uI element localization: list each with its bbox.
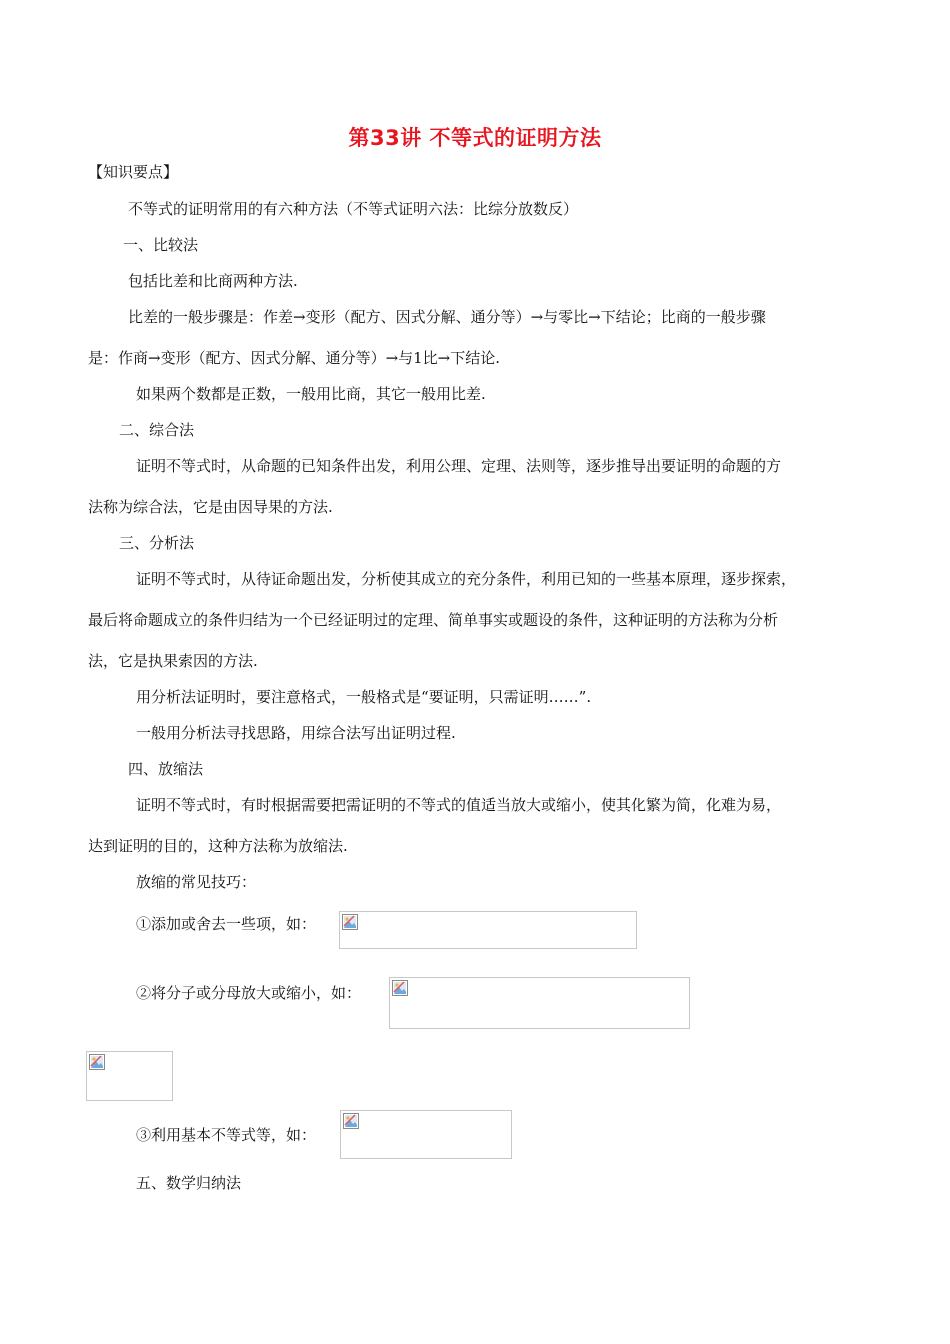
heading-induction-method: 五、数学归纳法 bbox=[136, 1174, 242, 1192]
paragraph: 最后将命题成立的条件归结为一个已经证明过的定理、简单事实或题设的条件，这种证明的方法称为分析 bbox=[88, 611, 779, 629]
paragraph: 法，它是执果索因的方法. bbox=[88, 652, 258, 670]
broken-image-icon bbox=[342, 914, 358, 930]
paragraph: 是：作商→变形（配方、因式分解、通分等）→与1比→下结论. bbox=[88, 349, 501, 367]
heading-analysis-method: 三、分析法 bbox=[119, 534, 195, 552]
technique-item-1: ①添加或舍去一些项，如： bbox=[136, 915, 317, 933]
paragraph: 一般用分析法寻找思路，用综合法写出证明过程. bbox=[136, 724, 456, 742]
heading-comparison-method: 一、比较法 bbox=[123, 236, 199, 254]
section-header: 【知识要点】 bbox=[88, 163, 179, 181]
paragraph: 放缩的常见技巧： bbox=[136, 873, 257, 891]
formula-image bbox=[340, 1110, 512, 1159]
heading-scaling-method: 四、放缩法 bbox=[128, 760, 204, 778]
paragraph: 达到证明的目的，这种方法称为放缩法. bbox=[88, 837, 348, 855]
broken-image-icon bbox=[89, 1054, 105, 1070]
technique-item-3: ③利用基本不等式等，如： bbox=[136, 1126, 317, 1144]
paragraph: 比差的一般步骤是：作差→变形（配方、因式分解、通分等）→与零比→下结论；比商的一般步骤 bbox=[128, 308, 766, 326]
paragraph: 用分析法证明时，要注意格式，一般格式是“要证明，只需证明……”. bbox=[136, 688, 592, 706]
formula-image bbox=[389, 977, 690, 1029]
broken-image-icon bbox=[343, 1113, 359, 1129]
broken-image-icon bbox=[392, 980, 408, 996]
paragraph: 证明不等式时，有时根据需要把需证明的不等式的值适当放大或缩小，使其化繁为简，化难为易， bbox=[136, 796, 782, 814]
formula-image bbox=[339, 911, 637, 949]
heading-synthesis-method: 二、综合法 bbox=[119, 421, 195, 439]
document-title: 第33讲 不等式的证明方法 bbox=[348, 126, 602, 150]
technique-item-2: ②将分子或分母放大或缩小，如： bbox=[136, 984, 362, 1002]
paragraph: 证明不等式时，从待证命题出发，分析使其成立的充分条件，利用已知的一些基本原理，逐步探索， bbox=[136, 570, 797, 588]
intro-paragraph: 不等式的证明常用的有六种方法（不等式证明六法：比综分放数反） bbox=[128, 200, 579, 218]
paragraph: 法称为综合法，它是由因导果的方法. bbox=[88, 498, 333, 516]
paragraph: 证明不等式时，从命题的已知条件出发，利用公理、定理、法则等，逐步推导出要证明的命题的方 bbox=[136, 457, 782, 475]
formula-image bbox=[86, 1051, 173, 1101]
paragraph: 包括比差和比商两种方法. bbox=[128, 272, 298, 290]
paragraph: 如果两个数都是正数，一般用比商，其它一般用比差. bbox=[136, 385, 486, 403]
